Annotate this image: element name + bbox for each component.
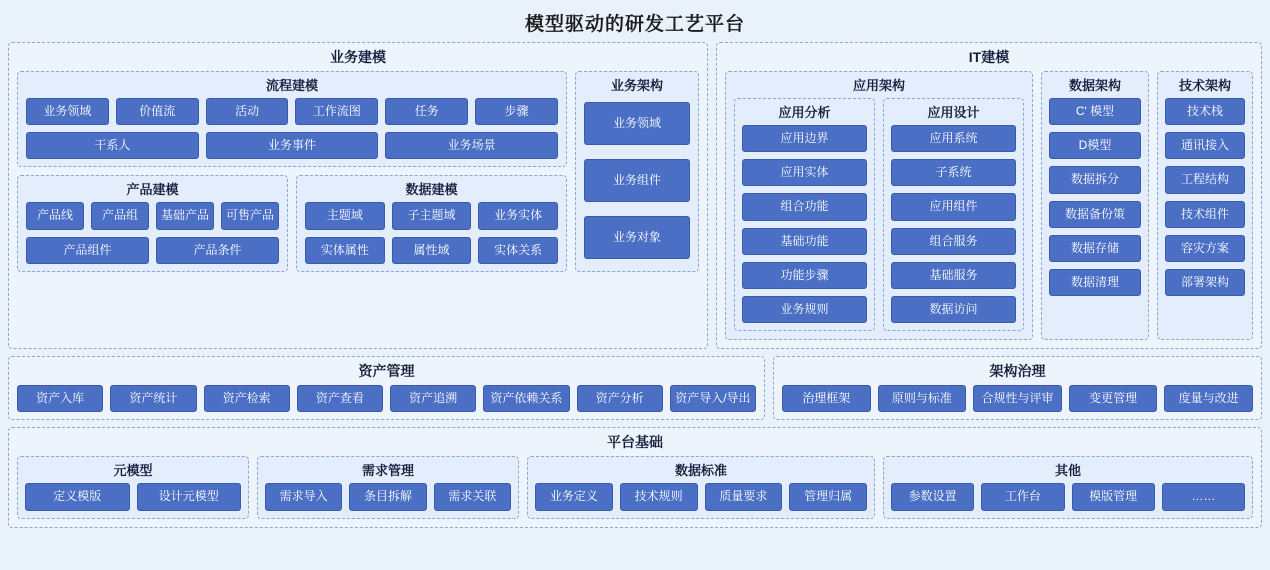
application-design-items <box>884 125 1023 330</box>
top-row <box>8 42 1262 349</box>
group-data-architecture <box>1041 71 1149 340</box>
chip-item[interactable]: 子主题域 <box>392 202 472 229</box>
chip-item[interactable]: 实体关系 <box>478 237 558 264</box>
chip-item[interactable]: 数据拆分 <box>1049 166 1141 193</box>
chip-item[interactable]: 应用实体 <box>742 159 867 186</box>
chip-item[interactable]: 资产追溯 <box>390 385 476 412</box>
business-modeling-title: 业务建模 <box>330 49 386 65</box>
chip-item[interactable]: 主题域 <box>305 202 385 229</box>
chip-item[interactable]: 任务 <box>385 98 468 125</box>
group-data-standard <box>527 456 875 518</box>
chip-item[interactable]: 度量与改进 <box>1164 385 1253 412</box>
chip-item[interactable]: 应用系统 <box>891 125 1016 152</box>
data-standard-title: 数据标准 <box>674 463 727 479</box>
chip-item[interactable]: 应用组件 <box>891 193 1016 220</box>
chip-item[interactable]: 业务对象 <box>584 216 690 259</box>
chip-item[interactable]: 资产入库 <box>17 385 103 412</box>
data-modeling-title: 数据建模 <box>405 182 458 198</box>
chip-item[interactable]: 部署架构 <box>1165 269 1245 296</box>
chip-item[interactable]: 资产导入/导出 <box>670 385 756 412</box>
chip-item[interactable]: 参数设置 <box>891 483 974 510</box>
chip-item[interactable]: 治理框架 <box>782 385 871 412</box>
section-it-modeling <box>716 42 1262 349</box>
chip-item[interactable]: 定义模版 <box>25 483 130 510</box>
chip-item[interactable]: 合规性与评审 <box>973 385 1062 412</box>
chip-item[interactable]: 工程结构 <box>1165 166 1245 193</box>
chip-item[interactable]: 可售产品 <box>221 202 279 229</box>
meta-model-title: 元模型 <box>113 463 153 479</box>
group-product-modeling <box>17 175 288 271</box>
technical-architecture-items <box>1158 98 1252 303</box>
chip-item[interactable]: 模版管理 <box>1072 483 1155 510</box>
asset-management-items <box>9 385 764 419</box>
business-architecture-items <box>576 98 698 271</box>
middle-row <box>8 356 1262 420</box>
chip-item[interactable]: 工作台 <box>981 483 1064 510</box>
group-process-modeling <box>17 71 567 167</box>
chip-item[interactable]: 资产依赖关系 <box>483 385 569 412</box>
group-data-modeling <box>296 175 567 271</box>
group-application-design <box>883 98 1024 331</box>
chip-item[interactable]: 通讯接入 <box>1165 132 1245 159</box>
chip-item[interactable]: 产品组件 <box>26 237 149 264</box>
chip-item[interactable]: 业务领域 <box>584 102 690 145</box>
group-other <box>883 456 1253 518</box>
chip-item[interactable]: 应用边界 <box>742 125 867 152</box>
chip-item[interactable]: 业务领域 <box>26 98 109 125</box>
group-application-analysis <box>734 98 875 331</box>
chip-item[interactable]: 数据存储 <box>1049 235 1141 262</box>
chip-item[interactable]: 步骤 <box>475 98 558 125</box>
product-modeling-title: 产品建模 <box>126 182 179 198</box>
chip-item[interactable]: D模型 <box>1049 132 1141 159</box>
data-standard-items <box>528 483 874 517</box>
application-architecture-title: 应用架构 <box>852 78 905 93</box>
group-technical-architecture <box>1157 71 1253 340</box>
chip-item[interactable]: 原则与标准 <box>878 385 967 412</box>
chip-item[interactable]: 实体属性 <box>305 237 385 264</box>
chip-item[interactable]: 产品线 <box>26 202 84 229</box>
other-items <box>884 483 1252 517</box>
chip-item[interactable]: 容灾方案 <box>1165 235 1245 262</box>
data-architecture-items <box>1042 98 1148 303</box>
technical-architecture-title: 技术架构 <box>1178 78 1231 93</box>
chip-item[interactable]: 子系统 <box>891 159 1016 186</box>
chip-item[interactable]: 需求导入 <box>265 483 342 510</box>
it-modeling-title: IT建模 <box>968 49 1010 65</box>
data-architecture-title: 数据架构 <box>1068 78 1121 93</box>
process-modeling-row-1 <box>18 98 566 132</box>
section-asset-management <box>8 356 765 420</box>
chip-item[interactable]: 技术栈 <box>1165 98 1245 125</box>
group-meta-model <box>17 456 249 518</box>
section-business-modeling <box>8 42 708 349</box>
chip-item[interactable]: 属性域 <box>392 237 472 264</box>
chip-item[interactable]: 需求关联 <box>434 483 511 510</box>
chip-item[interactable]: 数据备份策 <box>1049 201 1141 228</box>
chip-item[interactable]: 干系人 <box>26 132 199 159</box>
chip-item[interactable]: 资产分析 <box>577 385 663 412</box>
architecture-governance-items <box>774 385 1261 419</box>
chip-item[interactable]: 基础服务 <box>891 262 1016 289</box>
page-title: 模型驱动的研发工艺平台 <box>524 14 745 35</box>
chip-item[interactable]: 业务规则 <box>742 296 867 323</box>
section-platform-base <box>8 427 1262 527</box>
chip-item[interactable]: 资产检索 <box>204 385 290 412</box>
application-design-title: 应用设计 <box>927 105 980 120</box>
chip-item[interactable]: 技术组件 <box>1165 201 1245 228</box>
group-requirement-management <box>257 456 519 518</box>
application-analysis-items <box>735 125 874 330</box>
data-modeling-row-1 <box>297 202 566 236</box>
chip-item[interactable]: 变更管理 <box>1069 385 1158 412</box>
meta-model-items <box>18 483 248 517</box>
chip-item[interactable]: 组合服务 <box>891 228 1016 255</box>
chip-item[interactable]: 质量要求 <box>705 483 783 510</box>
chip-item[interactable]: 数据清理 <box>1049 269 1141 296</box>
chip-item[interactable]: 业务场景 <box>385 132 558 159</box>
chip-item[interactable]: 数据访问 <box>891 296 1016 323</box>
business-architecture-title: 业务架构 <box>610 78 663 93</box>
process-modeling-title: 流程建模 <box>265 78 318 93</box>
other-title: 其他 <box>1054 463 1081 479</box>
chip-item[interactable]: 基础产品 <box>156 202 214 229</box>
chip-item[interactable]: 工作流图 <box>295 98 378 125</box>
group-application-architecture <box>725 71 1033 340</box>
asset-management-title: 资产管理 <box>358 363 415 380</box>
product-modeling-row-1 <box>18 202 287 236</box>
chip-item[interactable]: 业务定义 <box>535 483 613 510</box>
chip-item[interactable]: …… <box>1162 483 1245 510</box>
chip-item[interactable]: 组合功能 <box>742 193 867 220</box>
chip-item[interactable]: 技术规则 <box>620 483 698 510</box>
chip-item[interactable]: 管理归属 <box>789 483 867 510</box>
chip-item[interactable]: 条目拆解 <box>349 483 426 510</box>
chip-item[interactable]: 价值流 <box>116 98 199 125</box>
application-analysis-title: 应用分析 <box>778 105 831 120</box>
chip-item[interactable]: 设计元模型 <box>137 483 242 510</box>
requirement-management-items <box>258 483 518 517</box>
chip-item[interactable]: 资产查看 <box>297 385 383 412</box>
chip-item[interactable]: 基础功能 <box>742 228 867 255</box>
section-architecture-governance <box>773 356 1262 420</box>
process-modeling-row-2 <box>18 132 566 166</box>
platform-base-title: 平台基础 <box>607 434 663 451</box>
chip-item[interactable]: 业务事件 <box>206 132 379 159</box>
chip-item[interactable]: 活动 <box>206 98 289 125</box>
requirement-management-title: 需求管理 <box>361 463 414 479</box>
data-modeling-row-2 <box>297 237 566 271</box>
chip-item[interactable]: 业务组件 <box>584 159 690 202</box>
architecture-governance-title: 架构治理 <box>989 363 1046 380</box>
product-modeling-row-2 <box>18 237 287 271</box>
chip-item[interactable]: C' 模型 <box>1049 98 1141 125</box>
chip-item[interactable]: 资产统计 <box>110 385 196 412</box>
chip-item[interactable]: 产品条件 <box>156 237 279 264</box>
group-business-architecture <box>575 71 699 272</box>
chip-item[interactable]: 产品组 <box>91 202 149 229</box>
chip-item[interactable]: 业务实体 <box>478 202 558 229</box>
chip-item[interactable]: 功能步骤 <box>742 262 867 289</box>
